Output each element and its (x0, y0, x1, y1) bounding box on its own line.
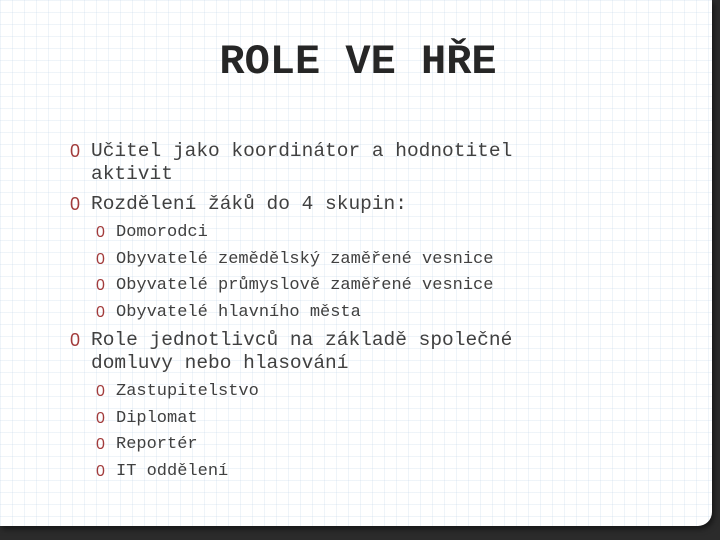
bullet-marker: 0 (96, 462, 105, 480)
list-subitem-text: IT oddělení (116, 461, 229, 481)
list-item (70, 329, 590, 375)
list-item (70, 193, 590, 216)
bullet-marker: 0 (70, 141, 81, 161)
list-subitem-text: Diplomat (116, 408, 198, 428)
list-subitem (96, 462, 590, 482)
bullet-marker: 0 (96, 303, 105, 321)
bullet-marker: 0 (96, 409, 105, 427)
bullet-marker: 0 (70, 194, 81, 214)
list-item-text: Rozdělení žáků do 4 skupin: (91, 193, 407, 215)
list-subitem-text: Obyvatelé zemědělský zaměřené vesnice (116, 249, 494, 269)
list-item-text: Učitel jako koordinátor a hodnotitel aktivit (91, 140, 513, 185)
list-subitem-text: Domorodci (116, 223, 208, 242)
bullet-marker: 0 (96, 436, 105, 453)
list-item (70, 140, 590, 186)
list-subitem (96, 276, 590, 296)
list-subitem (96, 250, 590, 270)
bullet-marker: 0 (96, 277, 105, 294)
bullet-list (70, 140, 590, 488)
list-item-text: Role jednotlivců na základě společné domluvy nebo hlasování (91, 329, 513, 374)
bullet-marker: 0 (96, 383, 105, 400)
list-subitem-text: Zastupitelstvo (116, 382, 259, 401)
bullet-marker: 0 (70, 330, 81, 350)
list-subitem-text: Obyvatelé průmyslově zaměřené vesnice (116, 276, 494, 295)
bullet-marker: 0 (96, 250, 105, 268)
list-subitem (96, 382, 590, 402)
list-subitem (96, 409, 590, 429)
list-subitem (96, 303, 590, 323)
slide-title: ROLE VE HŘE (219, 38, 497, 86)
list-subitem (96, 435, 590, 455)
list-subitem (96, 223, 590, 243)
bullet-marker: 0 (96, 224, 105, 241)
list-subitem-text: Reportér (116, 435, 198, 454)
list-subitem-text: Obyvatelé hlavního města (116, 302, 361, 322)
